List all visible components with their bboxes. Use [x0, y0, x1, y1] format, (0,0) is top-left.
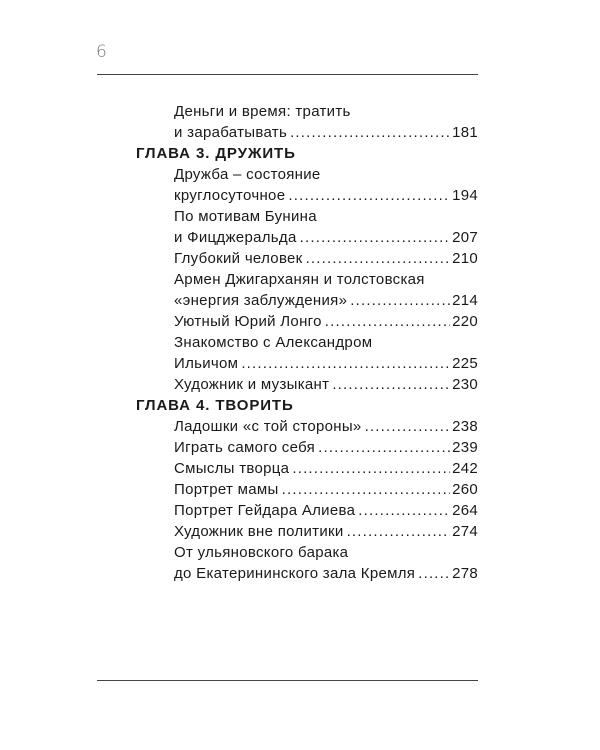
entry-title: Армен Джигарханян и толстовская: [174, 271, 425, 288]
chapter-title: ГЛАВА 3. ДРУЖИТЬ: [136, 145, 296, 162]
entry-title: до Екатерининского зала Кремля: [174, 565, 416, 582]
dot-leader: [290, 122, 450, 143]
entry-page-number: 274: [452, 523, 478, 540]
entry-title: Глубокий человек: [174, 250, 303, 267]
toc-entry: [136, 101, 478, 122]
dot-leader: [418, 563, 450, 584]
toc-entry: [136, 416, 478, 437]
entry-title: От ульяновского барака: [174, 544, 349, 561]
entry-title: Ильичом: [174, 355, 239, 372]
toc-entry: [136, 185, 478, 206]
entry-page-number: 194: [452, 187, 478, 204]
entry-page-number: 207: [452, 229, 478, 246]
toc-entry: [136, 563, 478, 584]
dot-leader: [292, 458, 450, 479]
toc-entry: [136, 458, 478, 479]
entry-title: Дружба – состояние: [174, 166, 321, 183]
dot-leader: [358, 500, 450, 521]
toc-entry: [136, 206, 478, 227]
page-number: 6: [96, 42, 107, 62]
entry-page-number: 225: [452, 355, 478, 372]
toc-entry: [136, 311, 478, 332]
dot-leader: [365, 416, 451, 437]
entry-title: Деньги и время: тратить: [174, 103, 351, 120]
toc-entry: [136, 164, 478, 185]
entry-page-number: 238: [452, 418, 478, 435]
toc-entry: [136, 374, 478, 395]
toc-chapter-heading: [136, 143, 478, 164]
entry-page-number: 214: [452, 292, 478, 309]
dot-leader: [288, 185, 450, 206]
dot-leader: [347, 521, 451, 542]
dot-leader: [325, 311, 450, 332]
toc-entry: [136, 479, 478, 500]
toc-entry: [136, 542, 478, 563]
entry-page-number: 181: [452, 124, 478, 141]
dot-leader: [282, 479, 450, 500]
dot-leader: [350, 290, 450, 311]
entry-title: и Фицджеральда: [174, 229, 297, 246]
entry-page-number: 264: [452, 502, 478, 519]
entry-title: По мотивам Бунина: [174, 208, 317, 225]
toc-entry: [136, 353, 478, 374]
toc-entry: [136, 269, 478, 290]
toc-entry: [136, 521, 478, 542]
toc-entry: [136, 290, 478, 311]
toc-entry: [136, 248, 478, 269]
toc-entry: [136, 227, 478, 248]
toc-chapter-heading: [136, 395, 478, 416]
entry-title: Художник и музыкант: [174, 376, 330, 393]
entry-title: Играть самого себя: [174, 439, 316, 456]
header-rule: [97, 74, 478, 75]
entry-title: Смыслы творца: [174, 460, 290, 477]
entry-title: Знакомство с Александром: [174, 334, 373, 351]
entry-title: круглосуточное: [174, 187, 286, 204]
entry-page-number: 230: [452, 376, 478, 393]
entry-title: Художник вне политики: [174, 523, 344, 540]
toc-entry: [136, 500, 478, 521]
entry-title: Портрет Гейдара Алиева: [174, 502, 356, 519]
dot-leader: [300, 227, 450, 248]
entry-title: и зарабатывать: [174, 124, 288, 141]
table-of-contents: [136, 101, 478, 584]
dot-leader: [241, 353, 450, 374]
toc-entry: [136, 122, 478, 143]
dot-leader: [332, 374, 450, 395]
entry-page-number: 220: [452, 313, 478, 330]
entry-title: Уютный Юрий Лонго: [174, 313, 322, 330]
entry-page-number: 242: [452, 460, 478, 477]
dot-leader: [306, 248, 451, 269]
footer-rule: [97, 680, 478, 681]
toc-entry: [136, 437, 478, 458]
entry-page-number: 239: [452, 439, 478, 456]
entry-page-number: 260: [452, 481, 478, 498]
entry-title: «энергия заблуждения»: [174, 292, 348, 309]
dot-leader: [318, 437, 450, 458]
toc-entry: [136, 332, 478, 353]
entry-title: Ладошки «с той стороны»: [174, 418, 362, 435]
entry-title: Портрет мамы: [174, 481, 279, 498]
entry-page-number: 278: [452, 565, 478, 582]
chapter-title: ГЛАВА 4. ТВОРИТЬ: [136, 397, 294, 414]
entry-page-number: 210: [452, 250, 478, 267]
